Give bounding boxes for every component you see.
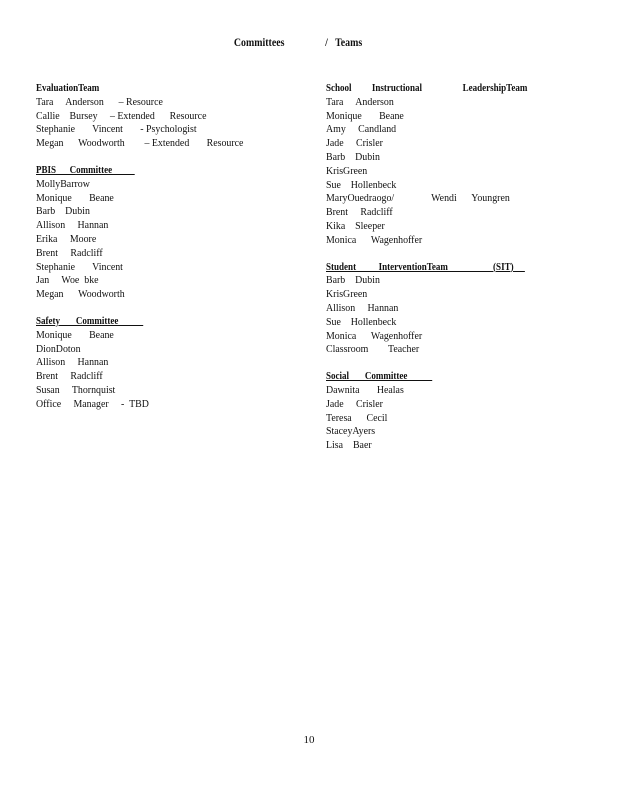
- section-heading: EvaluationTeam: [36, 82, 100, 94]
- section-heading: Student InterventionTeam (SIT): [326, 260, 525, 273]
- member-name: Monique Beane: [36, 191, 114, 204]
- member-name: Sue Hollenbeck: [326, 315, 397, 328]
- member-name: Megan Woodworth: [36, 288, 125, 301]
- section-social-committee: [326, 370, 616, 453]
- member-name: Barb Dubin: [326, 150, 380, 163]
- member-name: Brent Radcliff: [326, 206, 393, 219]
- member-name: Dawnita Healas: [326, 383, 404, 396]
- member-list: [326, 384, 616, 453]
- member-list: [326, 274, 616, 357]
- member-list: [36, 178, 326, 302]
- section-safety-committee: [36, 315, 326, 412]
- section-pbis-committee: [36, 164, 326, 302]
- member-list: [36, 329, 326, 412]
- section-student-interventionteam-sit: [326, 261, 616, 358]
- section-heading: School Instructional LeadershipTeam: [326, 82, 528, 94]
- title-teams: / Teams: [325, 37, 363, 49]
- title-committees: Committees: [233, 37, 285, 49]
- left-column: [36, 82, 326, 425]
- member-name: KrisGreen: [326, 164, 368, 177]
- member-name: MollyBarrow: [36, 177, 90, 190]
- member-list: [326, 96, 616, 248]
- member-name: Monica Wagenhoffer: [326, 233, 423, 246]
- member-name: Office Manager - TBD: [36, 397, 149, 410]
- member-name: MaryOuedraogo/ Wendi Youngren: [326, 192, 510, 205]
- member-name: Barb Dubin: [36, 205, 90, 218]
- member-name: KrisGreen: [326, 288, 368, 301]
- member-name: Jan Woe bke: [36, 274, 99, 287]
- member-name: Susan Thornquist: [36, 383, 116, 396]
- member-name: Jade Crisler: [326, 397, 383, 410]
- member-name: Callie Bursey – Extended Resource: [36, 109, 207, 122]
- member-name: Allison Hannan: [36, 219, 109, 232]
- member-name: Teresa Cecil: [326, 411, 388, 424]
- right-column: [326, 82, 616, 466]
- section-heading: Safety Committee: [36, 314, 144, 327]
- member-name: Barb Dubin: [326, 274, 380, 287]
- member-name: StaceyAyers: [326, 425, 376, 438]
- member-name: Monica Wagenhoffer: [326, 329, 423, 342]
- page-title: [0, 37, 531, 53]
- member-name: Amy Candland: [326, 123, 397, 136]
- member-name: Classroom Teacher: [326, 343, 420, 356]
- member-name: Sue Hollenbeck: [326, 178, 397, 191]
- member-name: Lisa Baer: [326, 439, 372, 452]
- section-heading: PBIS Committee: [36, 163, 135, 176]
- section-school-instructional-leadershipteam: [326, 82, 616, 248]
- member-name: Kika Sleeper: [326, 219, 385, 232]
- member-name: Erika Moore: [36, 232, 97, 245]
- member-name: Brent Radcliff: [36, 246, 103, 259]
- member-name: Tara Anderson – Resource: [36, 95, 163, 108]
- member-name: Megan Woodworth – Extended Resource: [36, 137, 244, 150]
- member-name: DionDoton: [36, 342, 81, 355]
- section-heading: Social Committee: [326, 370, 433, 383]
- member-name: Stephanie Vincent - Psychologist: [36, 123, 197, 136]
- member-name: Tara Anderson: [326, 95, 394, 108]
- section-evaluationteam: [36, 82, 326, 151]
- member-name: Brent Radcliff: [36, 370, 103, 383]
- member-name: Monique Beane: [326, 109, 404, 122]
- member-list: [36, 96, 326, 151]
- member-name: Allison Hannan: [36, 356, 109, 369]
- member-name: Jade Crisler: [326, 137, 383, 150]
- member-name: Allison Hannan: [326, 301, 399, 314]
- member-name: Stephanie Vincent: [36, 260, 123, 273]
- member-name: Monique Beane: [36, 328, 114, 341]
- page-number: 10: [303, 734, 315, 746]
